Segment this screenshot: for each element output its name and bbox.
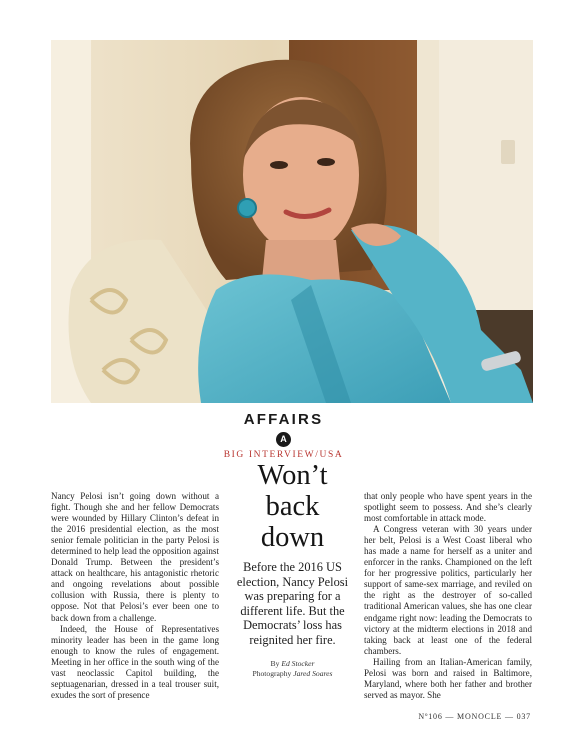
portrait-illustration: [51, 40, 533, 403]
body-column-left: [51, 491, 219, 701]
section-header: [0, 411, 567, 462]
paragraph: Indeed, the House of Representatives minority leader has been in the game long enough to know the rules of engagement. Meeting in her office in the south wing of the vast neoclassic Capitol building, the septuagenarian, dressed in a teal trouser suit, exudes the sort of presence: [51, 623, 219, 700]
credits: [228, 659, 357, 679]
section-badge-icon: A: [276, 432, 291, 447]
paragraph: Nancy Pelosi isn’t going down without a fight. Though she and her fellow Democrats were wounded by Hillary Clinton’s defeat in the 2016 presidential election, as the most senior female politician in the party Pelosi is determined to help lead the opposition against Donald Trump. Between the president’s attack on healthcare, his antagonistic rhetoric and ongoing revelations about possible collusion with Russia, there is plenty to oppose. Not that Pelosi’s ever been one to back down from a challenge.: [51, 491, 219, 623]
photographer-name: Jared Soares: [293, 668, 333, 678]
paragraph: that only people who have spent years in the spotlight seem to possess. And she’s clearly most comfortable in attack mode.: [364, 491, 532, 524]
headline-block: [228, 460, 357, 679]
section-kicker: BIG INTERVIEW/USA: [223, 450, 344, 460]
photo-credit: [228, 669, 357, 679]
body-column-right: [364, 491, 532, 701]
paragraph: A Congress veteran with 30 years under her belt, Pelosi is a West Coast liberal who has made a name for herself as a uniter and enforcer in the ranks. Championed on the left for her progressive politics, particularly her support of same-sex marriage, and reviled on the right as the destroyer of so-called traditional American values, she has one clear endgame right now: leading the Democrats to victory at the midterm elections in 2018 and taking back at least one of the federal chambers.: [364, 524, 532, 656]
paragraph: Hailing from an Italian-American family, Pelosi was born and raised in Baltimore, Maryland, where both her father and brother served as mayor. She: [364, 656, 532, 700]
byline: [228, 659, 357, 669]
portrait-photo: [51, 40, 533, 403]
byline-prefix: By: [270, 658, 280, 668]
photo-credit-prefix: Photography: [252, 668, 292, 678]
author-name: Ed Stocker: [281, 658, 315, 668]
article-title: Won’t back down: [257, 460, 328, 553]
page-folio: Nº106 — MONOCLE — 037: [418, 712, 531, 721]
standfirst: Before the 2016 US election, Nancy Pelosi was preparing for a different life. But the Democrats’ loss has reignited her fire.: [236, 560, 349, 647]
section-label: AFFAIRS: [243, 411, 324, 428]
